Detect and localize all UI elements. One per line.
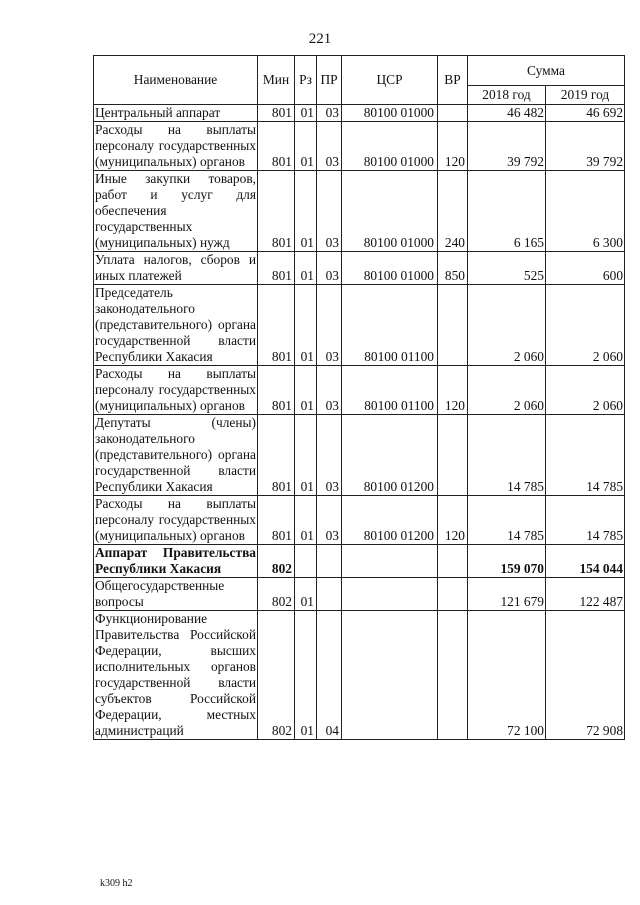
cell-name: Общегосударственные вопросы — [94, 578, 258, 611]
cell-name: Аппарат Правительства Республики Хакасия — [95, 545, 256, 576]
cell-2019: 2 060 — [546, 285, 625, 366]
cell-2018: 121 679 — [468, 578, 546, 611]
cell-vr — [438, 578, 468, 611]
cell-csr: 80100 01000 — [342, 171, 438, 252]
table-body — [94, 105, 625, 740]
cell-rz: 01 — [295, 122, 317, 171]
cell-min: 801 — [258, 415, 295, 496]
cell-2019: 154 044 — [546, 545, 625, 578]
cell-2019: 14 785 — [546, 496, 625, 545]
cell-min: 802 — [258, 611, 295, 740]
cell-pr: 03 — [317, 415, 342, 496]
cell-pr: 03 — [317, 285, 342, 366]
header-year-2018: 2018 год — [468, 86, 546, 105]
cell-vr: 120 — [438, 122, 468, 171]
cell-2018: 525 — [468, 252, 546, 285]
cell-rz: 01 — [295, 496, 317, 545]
cell-pr — [317, 545, 342, 578]
table-row — [94, 122, 625, 171]
table-row — [94, 496, 625, 545]
cell-rz: 01 — [295, 105, 317, 122]
cell-pr — [317, 578, 342, 611]
cell-pr: 03 — [317, 171, 342, 252]
cell-2018: 72 100 — [468, 611, 546, 740]
cell-csr: 80100 01100 — [342, 285, 438, 366]
cell-2019: 122 487 — [546, 578, 625, 611]
cell-csr: 80100 01200 — [342, 415, 438, 496]
cell-2018: 14 785 — [468, 415, 546, 496]
cell-csr: 80100 01000 — [342, 105, 438, 122]
cell-name: Председатель законодательного (представительного) органа государственной власти Республики Хакасия — [95, 285, 256, 364]
cell-min: 802 — [258, 578, 295, 611]
cell-name: Расходы на выплаты персоналу государственных (муниципальных) органов — [95, 122, 256, 169]
cell-rz: 01 — [295, 285, 317, 366]
cell-name: Иные закупки товаров, работ и услуг для обеспечения государственных (муниципальных) нужд — [95, 171, 256, 250]
cell-2018: 14 785 — [468, 496, 546, 545]
cell-rz — [295, 545, 317, 578]
cell-rz: 01 — [295, 171, 317, 252]
table-row — [94, 611, 625, 740]
cell-csr: 80100 01000 — [342, 252, 438, 285]
header-csr: ЦСР — [342, 56, 438, 105]
header-name: Наименование — [94, 56, 258, 105]
cell-vr — [438, 105, 468, 122]
cell-min: 801 — [258, 496, 295, 545]
cell-rz: 01 — [295, 415, 317, 496]
header-vr: ВР — [438, 56, 468, 105]
cell-pr: 03 — [317, 122, 342, 171]
footer-code: k309 h2 — [100, 878, 133, 889]
cell-vr — [438, 545, 468, 578]
cell-name: Расходы на выплаты персоналу государственных (муниципальных) органов — [95, 366, 256, 413]
cell-csr — [342, 545, 438, 578]
cell-csr: 80100 01000 — [342, 122, 438, 171]
header-rz: Рз — [295, 56, 317, 105]
cell-2018: 2 060 — [468, 285, 546, 366]
cell-csr: 80100 01100 — [342, 366, 438, 415]
table-row — [94, 105, 625, 122]
cell-rz: 01 — [295, 366, 317, 415]
table-row — [94, 285, 625, 366]
cell-pr: 03 — [317, 252, 342, 285]
cell-csr — [342, 611, 438, 740]
header-year-2019: 2019 год — [546, 86, 625, 105]
cell-2019: 14 785 — [546, 415, 625, 496]
cell-vr: 120 — [438, 496, 468, 545]
table-row — [94, 171, 625, 252]
header-pr: ПР — [317, 56, 342, 105]
cell-2018: 46 482 — [468, 105, 546, 122]
cell-name: Депутаты (члены) законодательного (представительного) органа государственной власти Республики Хакасия — [95, 415, 256, 494]
cell-vr: 240 — [438, 171, 468, 252]
cell-min: 801 — [258, 171, 295, 252]
cell-pr: 03 — [317, 496, 342, 545]
header-min: Мин — [258, 56, 295, 105]
cell-min: 802 — [258, 545, 295, 578]
cell-min: 801 — [258, 105, 295, 122]
cell-min: 801 — [258, 285, 295, 366]
budget-table — [93, 55, 625, 740]
cell-vr: 850 — [438, 252, 468, 285]
cell-2018: 6 165 — [468, 171, 546, 252]
cell-csr — [342, 578, 438, 611]
cell-min: 801 — [258, 366, 295, 415]
table-row — [94, 252, 625, 285]
cell-vr — [438, 415, 468, 496]
header-sum: Сумма — [468, 56, 625, 86]
cell-name: Функционирование Правительства Российской Федерации, высших исполнительных органов государственной власти субъектов Российской Федерации, местных администраций — [95, 611, 256, 738]
cell-min: 801 — [258, 122, 295, 171]
cell-2019: 46 692 — [546, 105, 625, 122]
page-number: 221 — [308, 31, 332, 47]
cell-rz: 01 — [295, 578, 317, 611]
cell-2019: 72 908 — [546, 611, 625, 740]
table-row — [94, 578, 625, 611]
cell-pr: 03 — [317, 105, 342, 122]
cell-2019: 6 300 — [546, 171, 625, 252]
cell-vr: 120 — [438, 366, 468, 415]
cell-2018: 39 792 — [468, 122, 546, 171]
cell-pr: 03 — [317, 366, 342, 415]
cell-csr: 80100 01200 — [342, 496, 438, 545]
cell-2018: 2 060 — [468, 366, 546, 415]
cell-rz: 01 — [295, 252, 317, 285]
table-row — [94, 415, 625, 496]
table-row — [94, 366, 625, 415]
cell-pr: 04 — [317, 611, 342, 740]
cell-2019: 2 060 — [546, 366, 625, 415]
table-row — [94, 545, 625, 578]
cell-name: Расходы на выплаты персоналу государственных (муниципальных) органов — [95, 496, 256, 543]
cell-name: Центральный аппарат — [94, 105, 258, 122]
cell-rz: 01 — [295, 611, 317, 740]
cell-2019: 39 792 — [546, 122, 625, 171]
cell-2018: 159 070 — [468, 545, 546, 578]
cell-min: 801 — [258, 252, 295, 285]
cell-vr — [438, 611, 468, 740]
cell-2019: 600 — [546, 252, 625, 285]
cell-vr — [438, 285, 468, 366]
cell-name: Уплата налогов, сборов и иных платежей — [95, 252, 256, 283]
